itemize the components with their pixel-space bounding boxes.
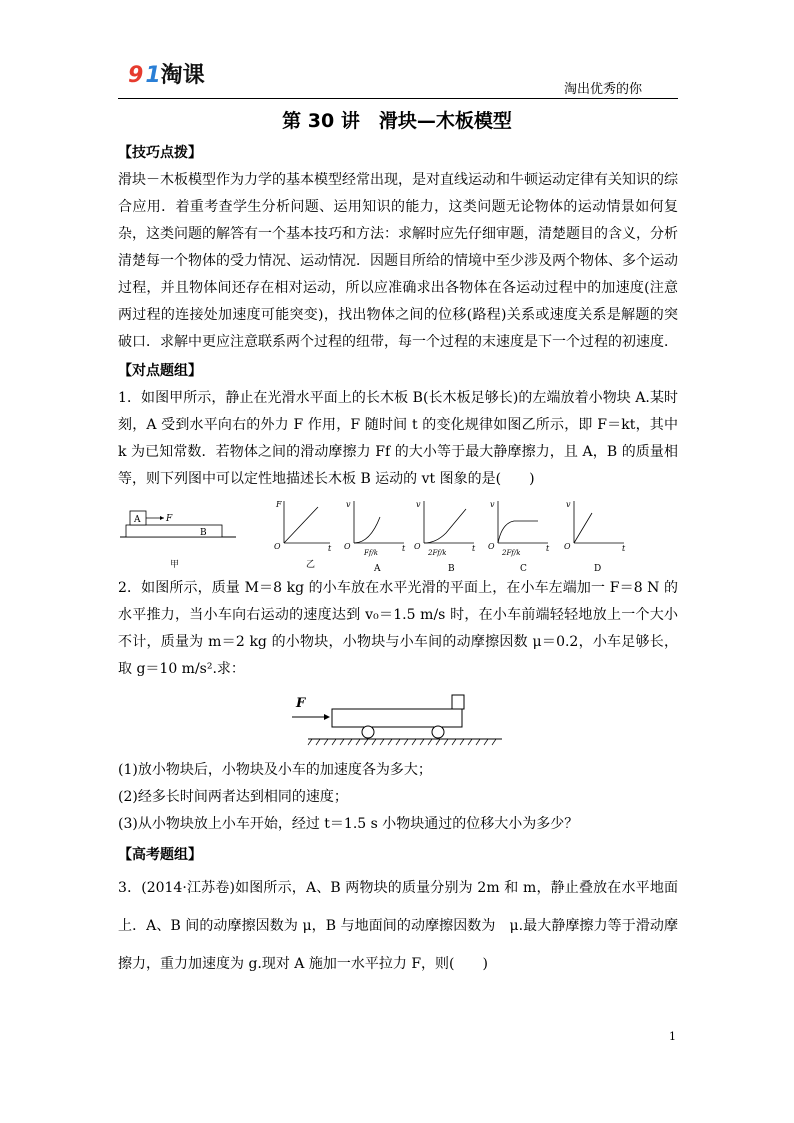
a-axis-t: t (402, 544, 406, 553)
caption-a: A (374, 564, 381, 574)
a-axis-v: v (346, 500, 351, 509)
tips-paragraph: 滑块－木板模型作为力学的基本模型经常出现，是对直线运动和牛顿运动定律有关知识的综合应用．着重考查学生分析问题、运用知识的能力，这类问题无论物体的运动情景如何复杂，这类问题的解答有一个基本技巧和方法：求解时应先仔细审题，清楚题目的含义，分析清楚每一个物体的受力情况、运动情况．因题目所给的情境中至少涉及两个物体、多个运动过程，并且物体间还存在相对运动，所以应准确求出各物体在各运动过程中的加速度(注意两过程的连接处加速度可能突变)，找出物体之间的位移(路程)关系或速度关系是解题的突破口．求解中更应注意联系两个过程的纽带，每一个过程的末速度是下一个过程的初速度． (118, 172, 678, 350)
logo: 91淘课 (128, 63, 205, 88)
force-f-label: F (166, 514, 173, 524)
fig-yi (274, 500, 332, 570)
caption-jia: 甲 (170, 560, 180, 570)
b-origin: O (414, 542, 421, 551)
section-tips-heading: 【技巧点拨】 (118, 145, 202, 161)
question-2-part-1: (1)放小物块后，小物块及小车的加速度各为多大； (118, 762, 432, 778)
c-origin: O (488, 542, 495, 551)
board-b-label: B (200, 528, 207, 538)
logo-text: 淘课 (160, 63, 205, 88)
section-exam-heading: 【高考题组】 (118, 847, 202, 863)
cart-force-label: F (296, 696, 306, 711)
question-1: 1．如图甲所示，静止在光滑水平面上的长木板 B(长木板足够长)的左端放着小物块 A.某时刻，A 受到水平向右的外力 F 作用，F 随时间 t 的变化规律如图乙所示，即 F＝kt，其中 k 为已知常数．若物体之间的滑动摩擦力 Ff 的大小等于最大静摩擦力，且 A，B 的质量相等，则下列图中可以定性地描述长木板 B 运动的 vt 图象的是( ) (118, 390, 678, 487)
b-axis-v: v (416, 500, 421, 509)
d-origin: O (564, 542, 571, 551)
page-number: 1 (669, 1030, 676, 1043)
fig-option-a (344, 500, 406, 574)
document-body (118, 140, 678, 983)
caption-b: B (448, 564, 455, 574)
fig-option-c (488, 500, 550, 574)
fig-jia (120, 511, 236, 570)
c-tick: 2Ff/k (502, 549, 521, 557)
question-2: 2．如图所示，质量 M＝8 kg 的小车放在水平光滑的平面上，在小车左端加一 F＝8 N 的水平推力，当小车向右运动的速度达到 v₀＝1.5 m/s 时，在小车前端轻轻地放上一个大小不计，质量为 m＝2 kg 的小物块，小物块与小车间的动摩擦因数 μ＝0.2，小车足够长，取 g＝10 m/s².求： (118, 580, 678, 677)
d-axis-v: v (566, 500, 571, 509)
caption-yi: 乙 (306, 560, 316, 570)
question-2-part-3: (3)从小物块放上小车开始，经过 t＝1.5 s 小物块通过的位移大小为多少？ (118, 816, 579, 832)
figure-q1-graphics (118, 499, 678, 575)
c-axis-t: t (546, 544, 550, 553)
caption-d: D (594, 564, 602, 574)
b-tick: 2Ff/k (428, 549, 447, 557)
question-3: 3．(2014·江苏卷)如图所示，A、B 两物块的质量分别为 2m 和 m，静止叠放在水平地面上．A、B 间的动摩擦因数为 μ，B 与地面间的动摩擦因数为 μ.最大静摩擦力等于滑动摩擦力，重力加速度为 g.现对 A 施加一水平拉力 F，则( ) (118, 880, 678, 972)
yi-axis-f: F (276, 500, 282, 509)
yi-origin: O (274, 542, 281, 551)
page-title: 第 30 讲 滑块—木板模型 (282, 110, 512, 132)
b-axis-t: t (472, 544, 476, 553)
fig-option-b (414, 500, 476, 574)
page-header (118, 52, 678, 99)
a-origin: O (344, 542, 351, 551)
caption-c: C (520, 564, 527, 574)
figure-q1 (118, 499, 678, 575)
header-slogan: 淘出优秀的你 (563, 82, 642, 97)
yi-axis-t: t (328, 544, 332, 553)
c-axis-v: v (490, 500, 495, 509)
cart-diagram (288, 689, 508, 749)
block-a-label: A (134, 515, 141, 525)
d-axis-t: t (622, 544, 626, 553)
question-2-part-2: (2)经多长时间两者达到相同的速度； (118, 789, 348, 805)
section-practice-heading: 【对点题组】 (118, 363, 202, 379)
a-tick: Ff/k (364, 549, 379, 557)
fig-option-d (564, 500, 626, 574)
figure-q2 (118, 689, 678, 751)
